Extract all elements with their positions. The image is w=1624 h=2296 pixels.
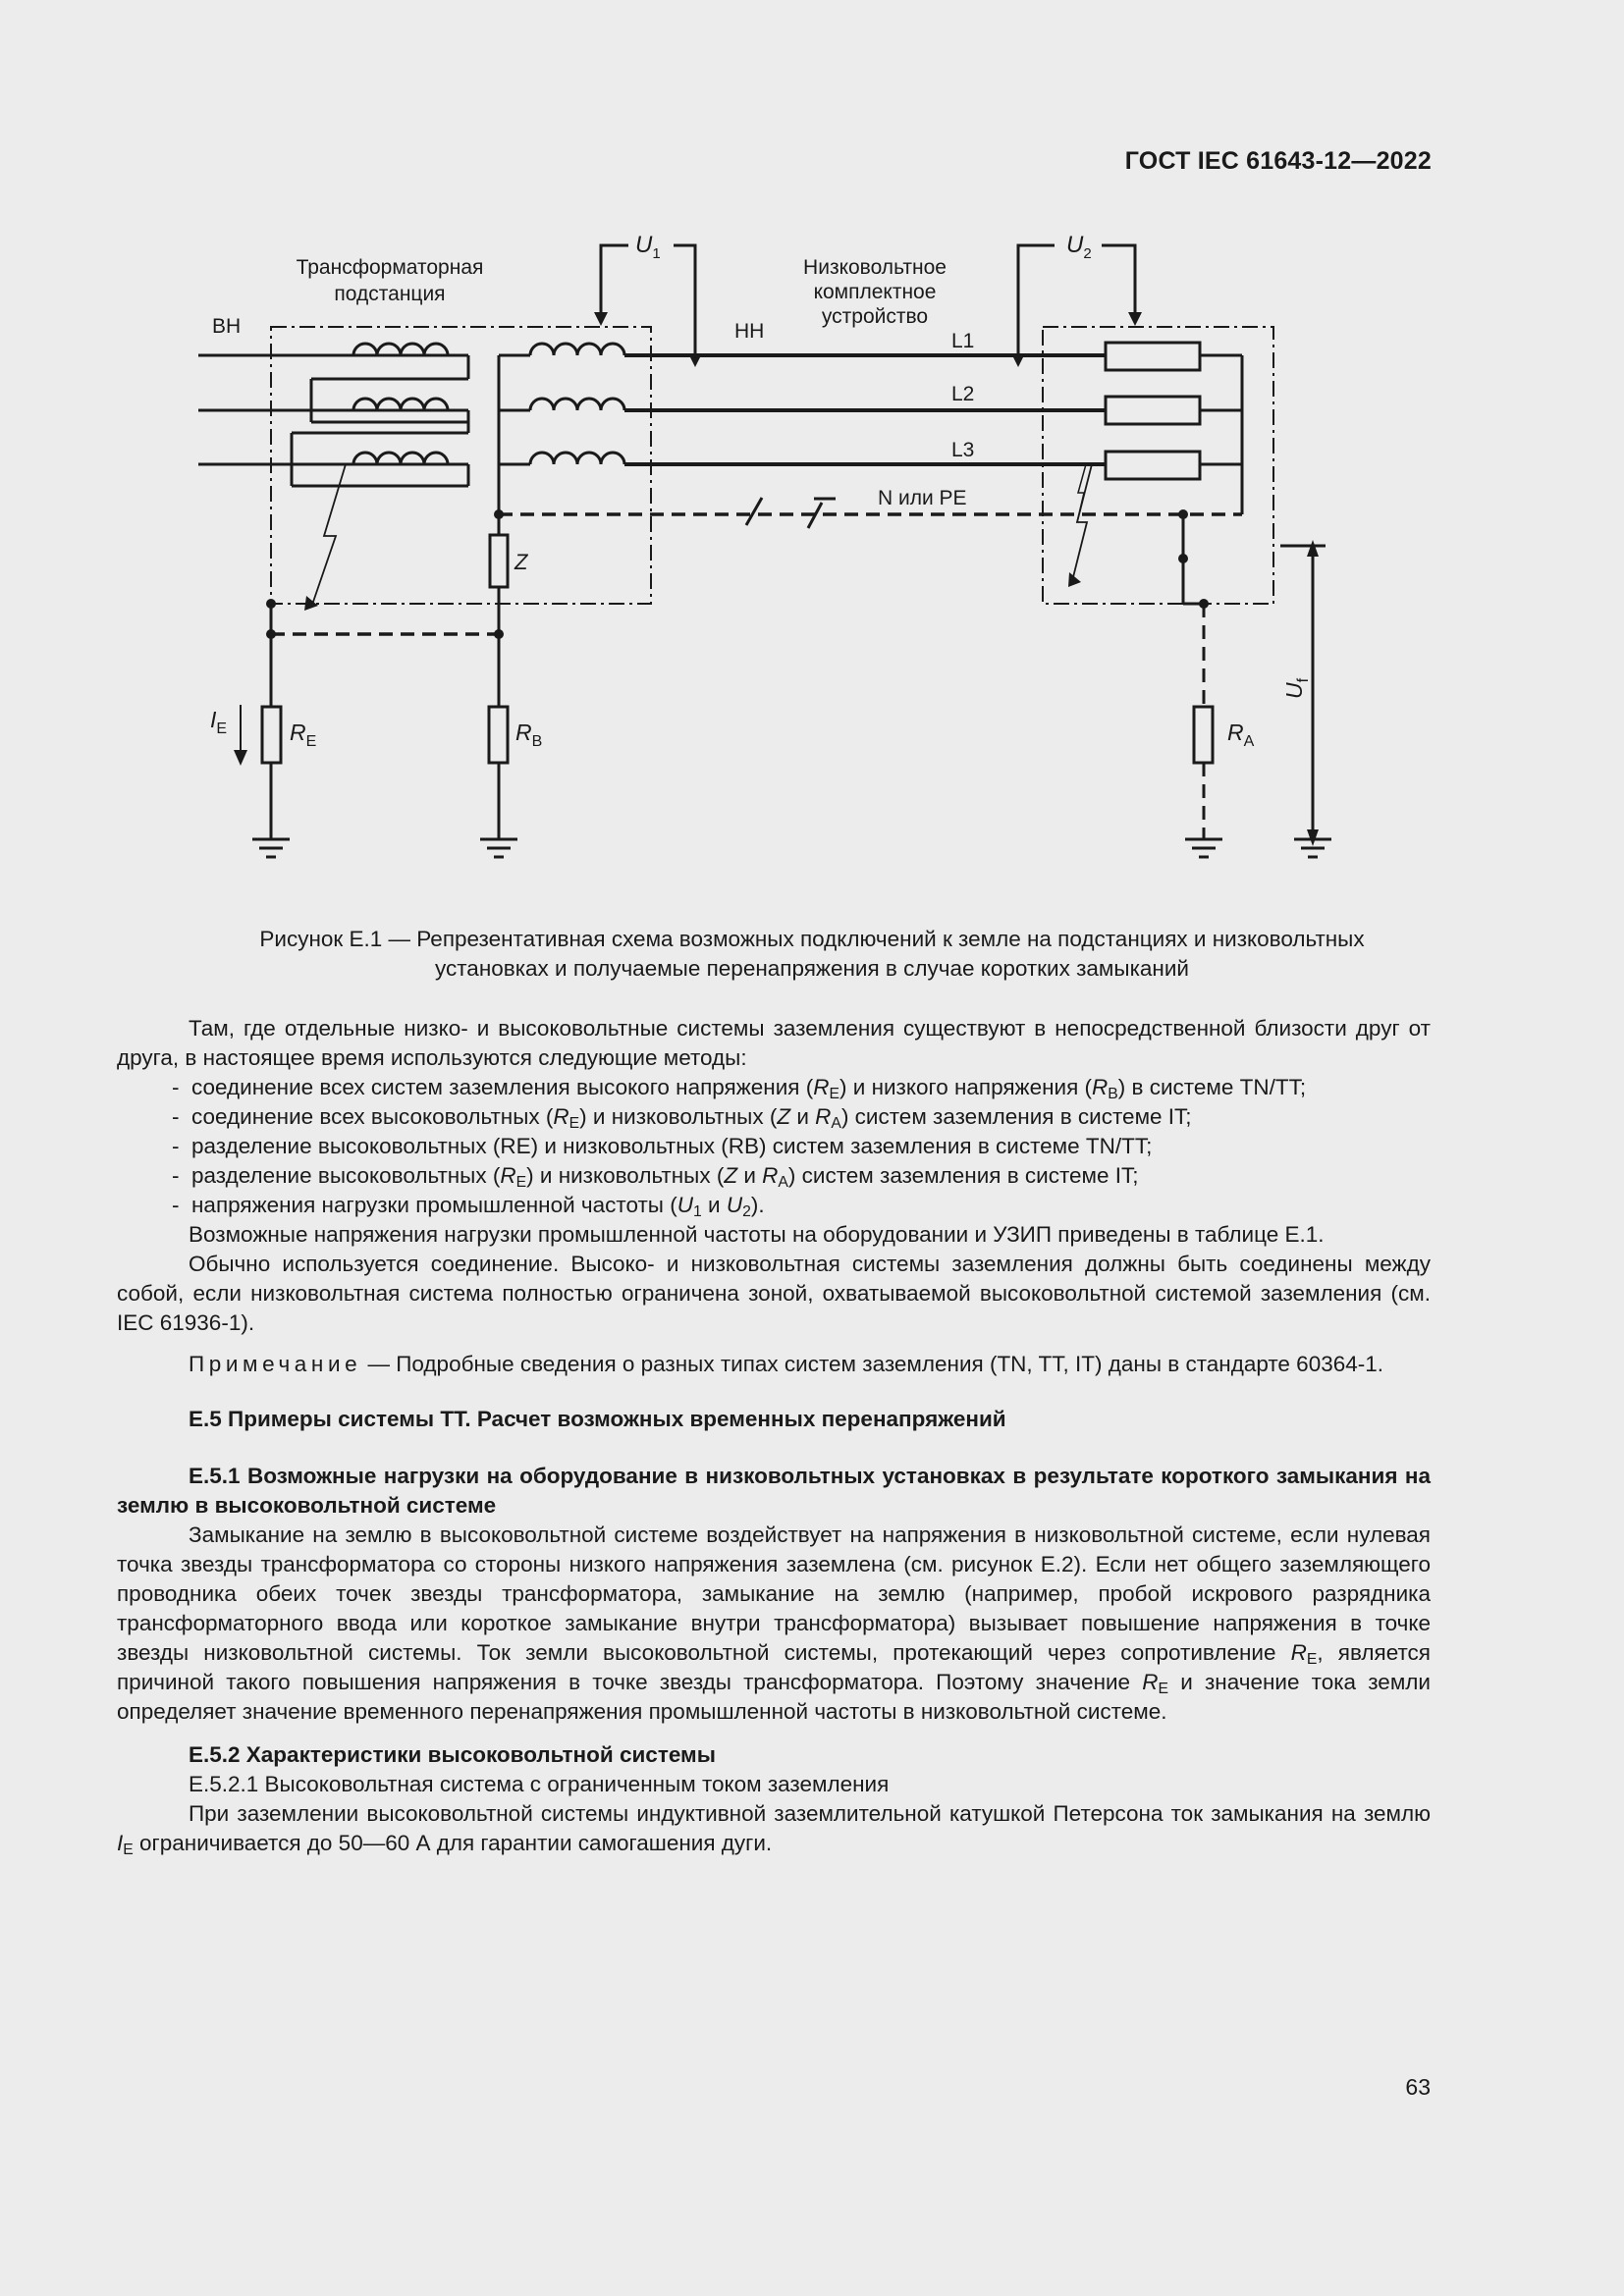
label-ra-sub: A [1243, 733, 1255, 750]
list-item: - напряжения нагрузки промышленной частоты ($U_1$ и $U_2$). [172, 1193, 765, 1220]
list-item: - соединение всех систем заземления высокого напряжения $(R_E)$ и низкого напряжения $(R_B)$ в системе TN/TT; [172, 1075, 1307, 1102]
svg-text:RA [1227, 720, 1255, 750]
load-resistor-3 [1106, 452, 1200, 479]
paragraph-intro: Там, где отдельные низко- и высоковольтные системы заземления существуют в непосредственной близости друг от друга, в настоящее время используются следующие методы: [117, 1016, 1431, 1070]
lv-coil-2 [530, 399, 624, 410]
list-item: - разделение высоковольтных $(R_E)$ и низковольтных (Z и $R_A$) систем заземления в системе IT; [172, 1163, 1139, 1191]
label-substation-1: Трансформаторная [296, 256, 484, 279]
label-n-pe: N или PE [878, 487, 967, 509]
svg-text:U1 [635, 232, 661, 262]
heading-e51: E.5.1 Возможные нагрузки на оборудование в низковольтных установках в результате короткого замыкания на землю в высоковольтной системе [117, 1464, 1431, 1518]
label-ie: I [210, 707, 217, 732]
label-rb: R [515, 720, 532, 745]
label-l3: L3 [951, 439, 975, 461]
svg-text:RE [290, 720, 316, 750]
load-resistor-1 [1106, 343, 1200, 370]
ground-symbol-re [252, 839, 290, 857]
figure-caption [147, 925, 1477, 984]
label-u1: U [635, 232, 653, 258]
resistor-ra [1194, 707, 1213, 763]
label-u1-sub: 1 [652, 245, 661, 262]
heading-e5: E.5 Примеры системы TT. Расчет возможных временных перенапряжений [189, 1407, 1006, 1431]
heading-e52: E.5.2 Характеристики высоковольтной системы [189, 1742, 716, 1767]
label-l1: L1 [951, 330, 975, 352]
label-hv: ВН [212, 315, 242, 338]
page-number: 63 [1405, 2074, 1431, 2100]
hv-coil-2 [353, 399, 448, 410]
label-re-sub: E [305, 733, 317, 750]
svg-text:U2 [1066, 232, 1092, 262]
paragraph-usual: Обычно используется соединение. Высоко- и низковольтная системы заземления должны быть соединены между собой, если низковольтная система полностью ограничена зоной, охватываемой высоковольтной системой заземления (см. IEC 61936-1). [117, 1252, 1431, 1335]
label-lv-device-3: устройство [821, 305, 929, 328]
label-ie-sub: E [216, 721, 228, 737]
resistor-rb [489, 707, 508, 763]
note: Примечание — Подробные сведения о разных типах систем заземления (TN, TT, IT) даны в стандарте 60364-1. [189, 1352, 1384, 1376]
label-lv: НН [734, 320, 765, 343]
resistor-re [262, 707, 281, 763]
paragraph-e51: Замыкание на землю в высоковольтной системе воздействует на напряжения в низковольтной системе, если нулевая точка звезды трансформатора со стороны низкого напряжения заземлена (см. рисунок E.2). Если нет общего заземляющего проводника обеих точек звезды трансформатора, замыкание на землю (например, пробой искрового разрядника трансформаторного ввода или короткое замыкание внутри трансформатора) вызывает повышение напряжения в точке звезды низковольтной системы. Ток земли высоковольтной системы, протекающий через сопротивление $R_E$, является причиной такого повышения напряжения в точке звезды трансформатора. Поэтому значение $R_E$ и значение тока земли определяет значение временного перенапряжения промышленной частоты в низковольтной системе. [117, 1522, 1431, 1724]
label-re: R [290, 720, 306, 745]
hv-coil-3 [353, 453, 448, 464]
label-lv-device-2: комплектное [813, 281, 937, 303]
heading-e521: E.5.2.1 Высоковольтная система с ограниченным током заземления [189, 1772, 890, 1796]
label-z: Z [514, 550, 528, 574]
ground-symbol-ra [1185, 839, 1222, 857]
paragraph-e521: При заземлении высоковольтной системы индуктивной заземлительной катушкой Петерсона ток замыкания на землю $I_E$ ограничивается до 50—60 А для гарантии самогашения дуги. [117, 1801, 1431, 1858]
note-label: Примечание [189, 1352, 362, 1376]
document-id: ГОСТ IEC 61643-12—2022 [1124, 147, 1432, 175]
figure-caption-line-2: установках и получаемые перенапряжения в случае коротких замыканий [435, 956, 1189, 981]
list-item: - соединение всех высоковольтных $(R_E)$ и низковольтных (Z и $R_A$) систем заземления в системе IT; [172, 1104, 1192, 1132]
z-impedance [490, 535, 508, 587]
label-substation-2: подстанция [334, 283, 446, 305]
label-ra: R [1227, 720, 1244, 745]
lv-coil-3 [530, 453, 624, 464]
lv-coil-1 [530, 344, 624, 355]
figure-caption-line-1: Рисунок E.1 — Репрезентативная схема возможных подключений к земле на подстанциях и низковольтных [259, 927, 1365, 951]
svg-text:IE [210, 707, 227, 737]
label-u2: U [1066, 232, 1084, 258]
svg-text:RB [515, 720, 542, 750]
label-l2: L2 [951, 383, 975, 405]
label-u2-sub: 2 [1083, 245, 1092, 262]
ground-symbol-rb [480, 839, 517, 857]
body-text [117, 1014, 1431, 1858]
paragraph-freq: Возможные напряжения нагрузки промышленной частоты на оборудовании и УЗИП приведены в таблице E.1. [189, 1222, 1325, 1247]
load-resistor-2 [1106, 397, 1200, 424]
grounding-diagram [0, 0, 1624, 903]
label-uf-sub: f [1295, 677, 1312, 683]
list-item: - разделение высоковольтных (RE) и низковольтных (RB) систем заземления в системе TN/TT; [172, 1134, 1153, 1158]
label-lv-device-1: Низковольтное [803, 256, 947, 279]
hv-coil-1 [353, 344, 448, 355]
label-rb-sub: B [531, 733, 543, 750]
label-uf: U [1281, 682, 1307, 699]
svg-text:Uf [1281, 677, 1312, 699]
